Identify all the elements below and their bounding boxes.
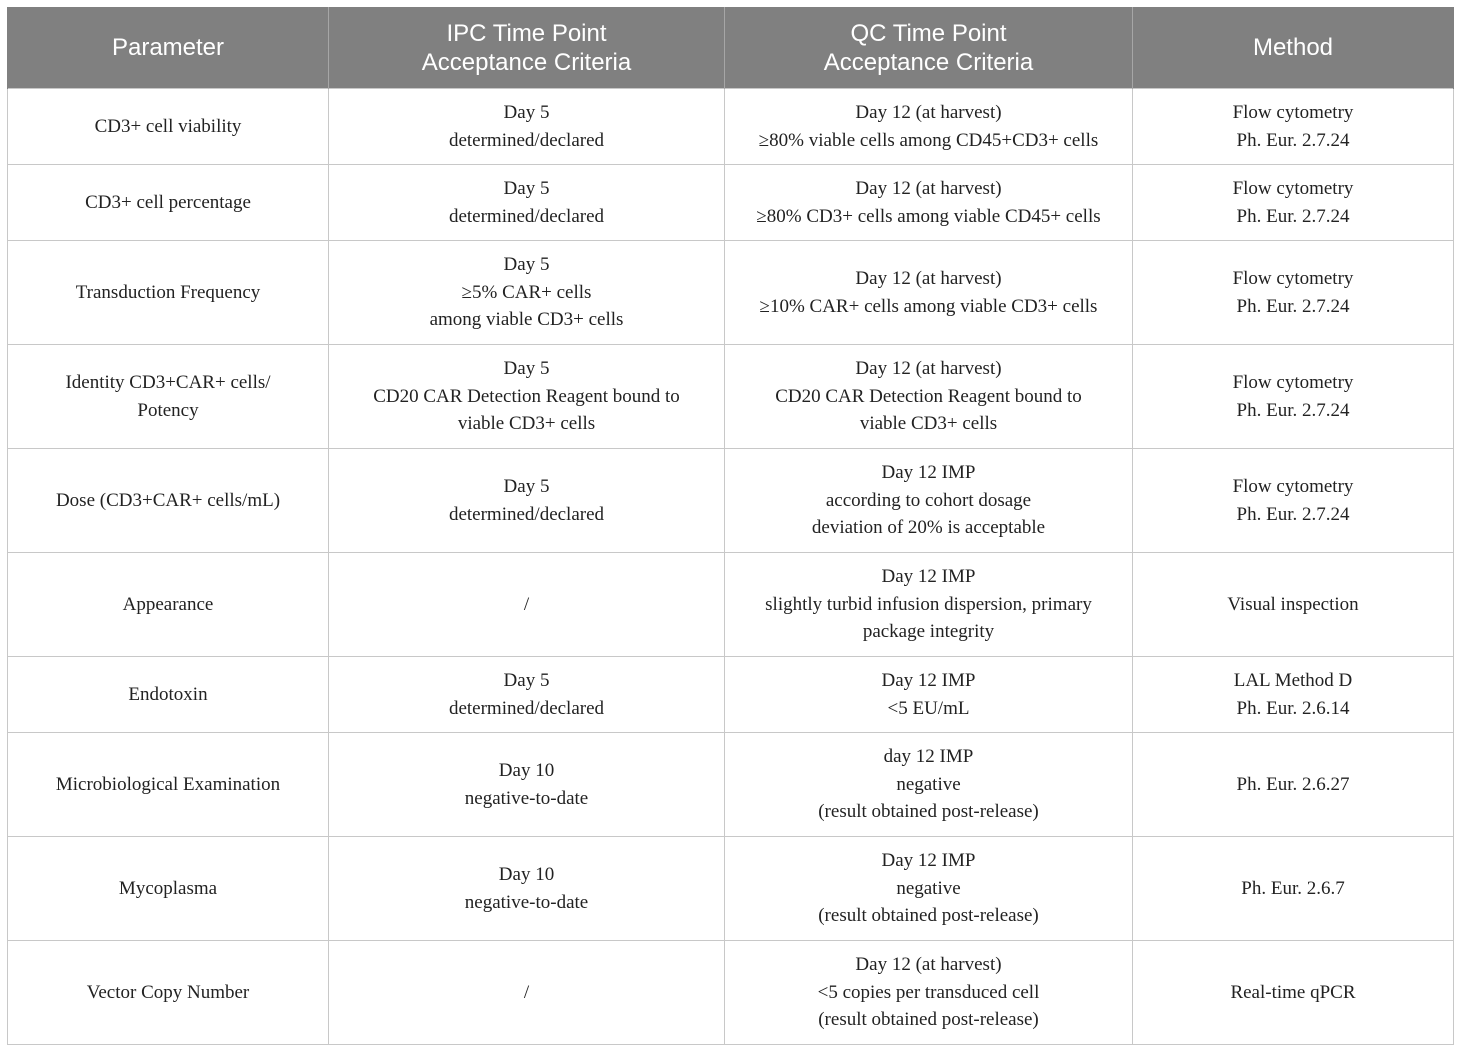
table-row — [8, 89, 1454, 165]
cell-line: LAL Method D — [1233, 670, 1353, 691]
cell-line: <5 EU/mL — [887, 697, 970, 719]
cell-line: / — [523, 981, 530, 1003]
cell-line: negative-to-date — [464, 787, 589, 809]
cell-qc — [725, 89, 1133, 165]
cell-line: Endotoxin — [128, 683, 208, 705]
cell-line: Day 5 — [503, 102, 550, 123]
cell-qc — [725, 165, 1133, 241]
cell-line: Real-time qPCR — [1230, 981, 1356, 1003]
cell-line: Ph. Eur. 2.6.27 — [1236, 773, 1350, 795]
cell-line: Day 5 — [503, 670, 550, 691]
cell-line: Visual inspection — [1227, 593, 1359, 615]
cell-line: Day 12 IMP — [881, 462, 976, 484]
cell-line: Flow cytometry — [1232, 178, 1354, 199]
cell-method — [1133, 165, 1454, 241]
cell-line: Day 10 — [498, 760, 555, 781]
cell-line: Day 12 IMP — [881, 566, 976, 588]
cell-line: (result obtained post-release) — [818, 1009, 1039, 1031]
cell-line: Identity CD3+CAR+ cells/ — [65, 372, 271, 393]
cell-line: among viable CD3+ cells — [429, 309, 624, 331]
cell-line: Day 5 — [503, 358, 550, 380]
cell-ipc — [329, 553, 725, 657]
cell-ipc — [329, 733, 725, 837]
cell-ipc — [329, 345, 725, 449]
cell-line: (result obtained post-release) — [818, 801, 1039, 823]
header-qc — [725, 7, 1133, 89]
cell-line: CD3+ cell viability — [94, 115, 242, 137]
cell-line: Day 12 (at harvest) — [855, 178, 1002, 199]
cell-line: ≥10% CAR+ cells among viable CD3+ cells — [759, 295, 1098, 317]
cell-parameter — [8, 165, 329, 241]
cell-line: Ph. Eur. 2.6.7 — [1241, 877, 1345, 899]
cell-ipc — [329, 941, 725, 1045]
cell-line: negative — [896, 877, 961, 899]
table-row — [8, 657, 1454, 733]
header-line: Parameter — [111, 34, 225, 61]
cell-line: viable CD3+ cells — [859, 413, 998, 435]
table-row — [8, 837, 1454, 941]
cell-line: Day 5 — [503, 178, 550, 199]
cell-ipc — [329, 165, 725, 241]
cell-parameter — [8, 941, 329, 1045]
cell-parameter — [8, 89, 329, 165]
cell-method — [1133, 449, 1454, 553]
cell-line: Day 5 — [503, 476, 550, 497]
cell-line: (result obtained post-release) — [818, 905, 1039, 927]
cell-line: Day 12 (at harvest) — [855, 954, 1002, 976]
cell-line: according to cohort dosage — [825, 489, 1032, 511]
cell-line: <5 copies per transduced cell — [817, 981, 1040, 1003]
header-method — [1133, 7, 1454, 89]
cell-line: / — [523, 593, 530, 615]
header-line: Method — [1252, 34, 1334, 61]
cell-line: Ph. Eur. 2.7.24 — [1236, 399, 1350, 421]
cell-method — [1133, 837, 1454, 941]
cell-line: day 12 IMP — [883, 746, 974, 768]
header-ipc — [329, 7, 725, 89]
cell-qc — [725, 837, 1133, 941]
cell-qc — [725, 241, 1133, 345]
table-row — [8, 165, 1454, 241]
cell-method — [1133, 89, 1454, 165]
cell-line: deviation of 20% is acceptable — [811, 517, 1046, 539]
table-body — [8, 89, 1454, 1045]
cell-line: Day 12 (at harvest) — [855, 358, 1002, 380]
table-header — [8, 7, 1454, 89]
cell-line: Flow cytometry — [1232, 372, 1354, 393]
cell-ipc — [329, 89, 725, 165]
cell-parameter — [8, 345, 329, 449]
cell-line: determined/declared — [448, 503, 605, 525]
cell-line: Ph. Eur. 2.7.24 — [1236, 205, 1350, 227]
cell-line: Day 12 IMP — [881, 850, 976, 872]
cell-method — [1133, 941, 1454, 1045]
cell-line: Dose (CD3+CAR+ cells/mL) — [55, 489, 281, 511]
header-line: IPC Time Point — [446, 19, 607, 47]
header-line: Acceptance Criteria — [421, 48, 632, 76]
cell-line: Potency — [137, 399, 199, 421]
cell-parameter — [8, 657, 329, 733]
cell-ipc — [329, 657, 725, 733]
table-row — [8, 241, 1454, 345]
cell-line: Day 10 — [498, 864, 555, 885]
cell-method — [1133, 241, 1454, 345]
cell-line: ≥5% CAR+ cells — [461, 281, 592, 303]
cell-qc — [725, 657, 1133, 733]
cell-method — [1133, 657, 1454, 733]
cell-line: Flow cytometry — [1232, 476, 1354, 497]
cell-ipc — [329, 449, 725, 553]
cell-line: CD20 CAR Detection Reagent bound to — [775, 385, 1082, 407]
specification-table-container — [7, 7, 1453, 1045]
cell-line: determined/declared — [448, 205, 605, 227]
cell-line: CD3+ cell percentage — [85, 191, 251, 213]
cell-method — [1133, 345, 1454, 449]
cell-line: Flow cytometry — [1232, 268, 1354, 289]
cell-ipc — [329, 241, 725, 345]
cell-line: CD20 CAR Detection Reagent bound to — [373, 385, 680, 407]
table-row — [8, 345, 1454, 449]
cell-ipc — [329, 837, 725, 941]
cell-line: package integrity — [862, 621, 995, 643]
cell-method — [1133, 733, 1454, 837]
cell-line: negative-to-date — [464, 891, 589, 913]
cell-line: Day 12 IMP — [881, 670, 976, 691]
cell-line: slightly turbid infusion dispersion, primary — [765, 593, 1092, 615]
cell-line: Day 12 (at harvest) — [855, 102, 1002, 123]
cell-line: determined/declared — [448, 697, 605, 719]
table-row — [8, 941, 1454, 1045]
cell-parameter — [8, 733, 329, 837]
header-line: QC Time Point — [850, 19, 1007, 47]
cell-parameter — [8, 241, 329, 345]
cell-method — [1133, 553, 1454, 657]
cell-line: Vector Copy Number — [86, 981, 250, 1003]
cell-line: Microbiological Examination — [55, 773, 281, 795]
header-parameter — [8, 7, 329, 89]
table-row — [8, 449, 1454, 553]
cell-line: determined/declared — [448, 129, 605, 151]
cell-qc — [725, 941, 1133, 1045]
header-row — [8, 7, 1454, 89]
cell-line: negative — [896, 773, 961, 795]
cell-line: Ph. Eur. 2.7.24 — [1236, 295, 1350, 317]
cell-line: Appearance — [122, 593, 214, 615]
cell-line: Day 12 (at harvest) — [855, 268, 1002, 289]
cell-qc — [725, 449, 1133, 553]
cell-parameter — [8, 449, 329, 553]
table-row — [8, 733, 1454, 837]
cell-line: ≥80% CD3+ cells among viable CD45+ cells — [756, 205, 1101, 227]
cell-line: viable CD3+ cells — [457, 413, 596, 435]
cell-qc — [725, 345, 1133, 449]
table-row — [8, 553, 1454, 657]
specification-table — [7, 7, 1454, 1045]
cell-parameter — [8, 837, 329, 941]
cell-line: Ph. Eur. 2.7.24 — [1236, 129, 1350, 151]
cell-line: Mycoplasma — [118, 877, 218, 899]
cell-line: Flow cytometry — [1232, 102, 1354, 123]
cell-qc — [725, 733, 1133, 837]
cell-qc — [725, 553, 1133, 657]
cell-line: ≥80% viable cells among CD45+CD3+ cells — [758, 129, 1099, 151]
cell-line: Ph. Eur. 2.6.14 — [1236, 697, 1350, 719]
cell-parameter — [8, 553, 329, 657]
cell-line: Ph. Eur. 2.7.24 — [1236, 503, 1350, 525]
cell-line: Day 5 — [503, 254, 550, 276]
cell-line: Transduction Frequency — [75, 281, 261, 303]
header-line: Acceptance Criteria — [823, 48, 1034, 76]
